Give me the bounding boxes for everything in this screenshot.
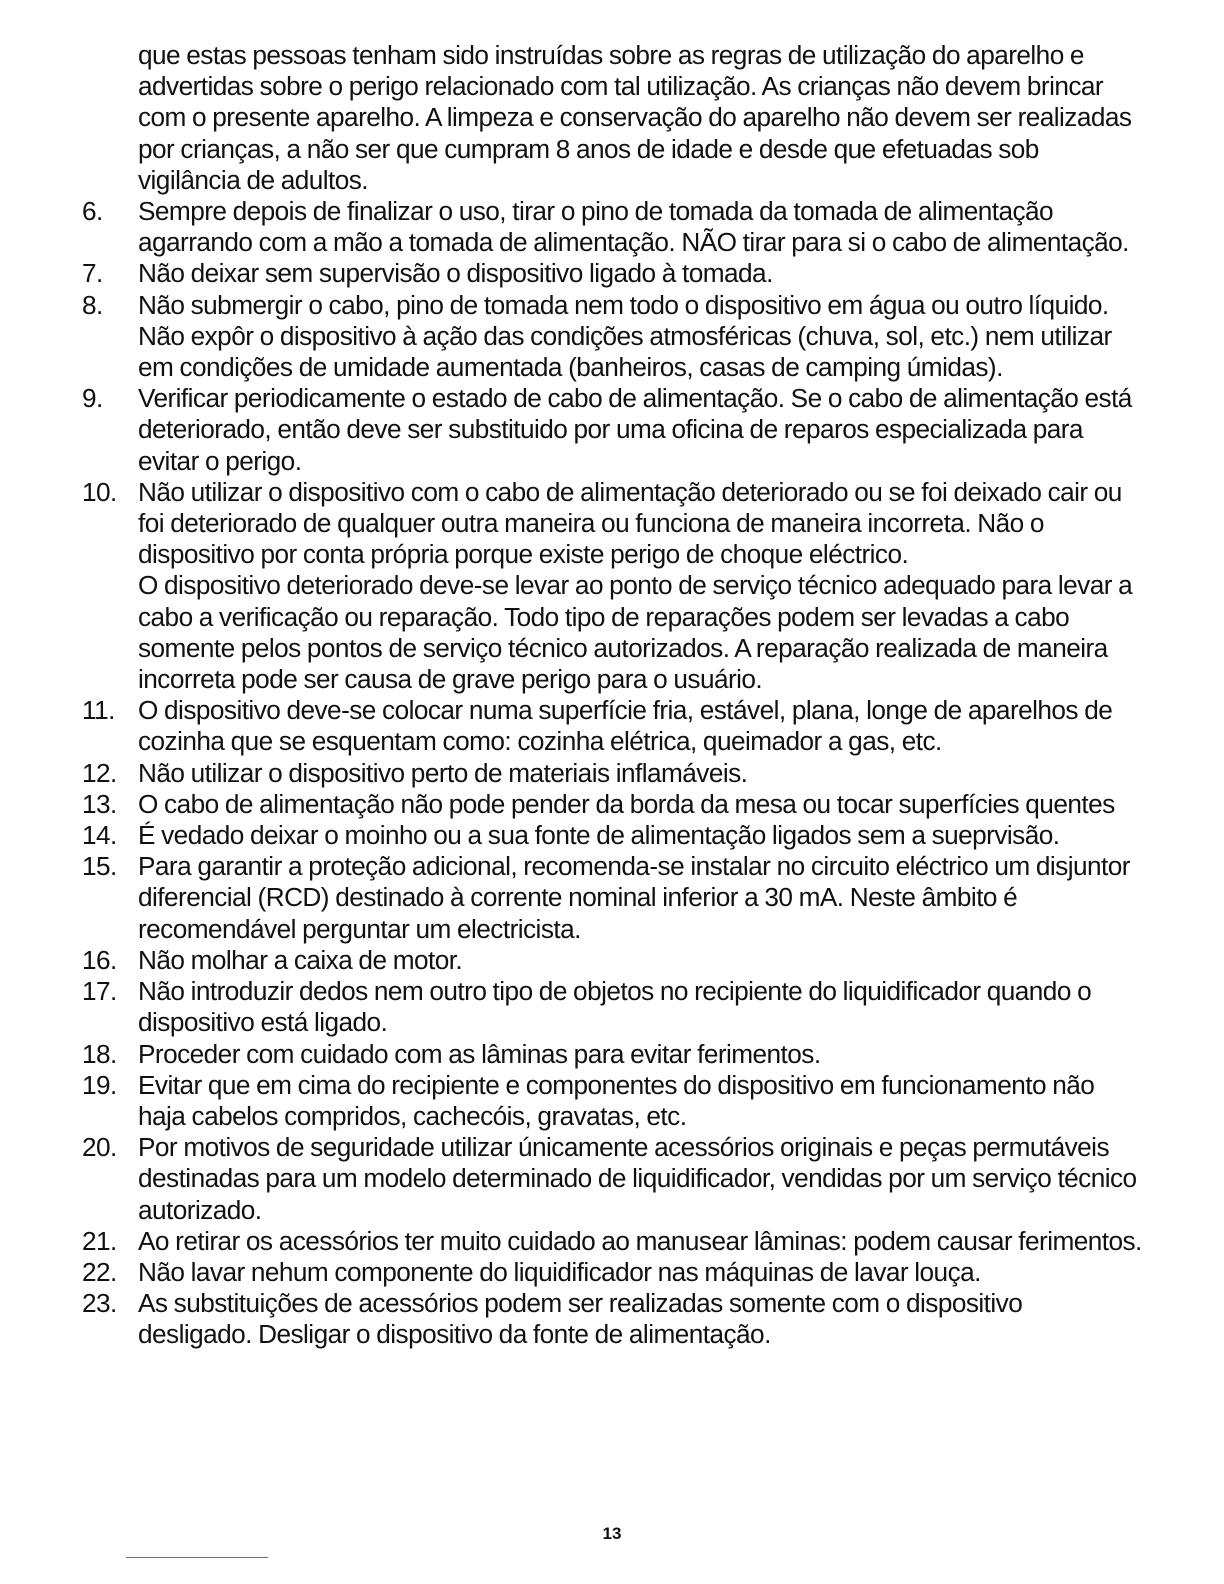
list-item-12 [82,758,1142,789]
item-text: Ao retirar os acessórios ter muito cuidado ao manusear lâminas: podem causar ferimentos. [138,1225,1142,1256]
item-text: Não utilizar o dispositivo perto de materiais inflamáveis. [138,757,748,788]
item-number: 16. [82,944,117,975]
item-text: Verificar periodicamente o estado de cabo de alimentação. Se o cabo de alimentação está deteriorado, então deve ser substituido por uma oficina de reparos especializada para evitar o perigo. [138,383,1132,476]
item-text: O dispositivo deve-se colocar numa superfície fria, estável, plana, longe de aparelhos de cozinha que se esquentam como: cozinha elétrica, queimador a gas, etc. [138,695,1113,757]
item-number: 7. [82,258,103,289]
list-item-23 [82,1288,1142,1350]
list-item-15 [82,851,1142,945]
item-number: 15. [82,851,117,882]
item-text: Não lavar nehum componente do liquidificador nas máquinas de lavar louça. [138,1256,981,1287]
item-text-block [138,477,1142,695]
list-item-22 [82,1257,1142,1288]
item-number: 14. [82,820,117,851]
item-number: 19. [82,1069,117,1100]
item-number: 20. [82,1132,117,1163]
list-item-6 [82,196,1142,258]
item-text: Proceder com cuidado com as lâminas para evitar ferimentos. [138,1038,821,1069]
item-text: Não molhar a caixa de motor. [138,944,463,975]
list-item-8 [82,290,1142,384]
item-number: 10. [82,476,117,507]
item-text: Não deixar sem supervisão o dispositivo ligado à tomada. [138,258,773,289]
footnote-separator [126,1557,268,1558]
list-item-20 [82,1132,1142,1226]
item-number: 8. [82,289,103,320]
list-item-10 [82,477,1142,695]
item-text: Não introduzir dedos nem outro tipo de objetos no recipiente do liquidificador quando o dispositivo está ligado. [138,976,1092,1038]
item-number: 17. [82,976,117,1007]
list-item-13 [82,789,1142,820]
list-item-16 [82,945,1142,976]
list-item-19 [82,1070,1142,1132]
item-text: Para garantir a proteção adicional, recomenda-se instalar no circuito eléctrico um disjuntor diferencial (RCD) destinado à corrente nominal inferior a 30 mA. Neste âmbito é recomendável perguntar um electricista. [138,851,1130,944]
list-item-21 [82,1226,1142,1257]
item-number: 13. [82,788,117,819]
list-item-14 [82,820,1142,851]
item-text: O cabo de alimentação não pode pender da borda da mesa ou tocar superfícies quentes [138,788,1115,819]
page-number: 13 [602,1524,622,1543]
item-text: Não utilizar o dispositivo com o cabo de alimentação deteriorado ou se foi deixado cair ou foi deteriorado de qualquer outra maneira ou funciona de maneira incorreta. Não o dispositivo por conta própria porque existe perigo de choque eléctrico. [138,476,1122,570]
item-number: 18. [82,1038,117,1069]
list-item-17 [82,976,1142,1038]
item-number: 6. [82,196,103,227]
item-text: Não submergir o cabo, pino de tomada nem todo o dispositivo em água ou outro líquido. Não expôr o dispositivo à ação das condições atmosféricas (chuva, sol, etc.) nem utilizar em condições de umidade aumentada (banheiros, casas de camping úmidas). [138,289,1112,383]
list-item-7 [82,258,1142,289]
item-number: 22. [82,1256,117,1287]
item-number: 11. [82,695,115,726]
item-text: Sempre depois de finalizar o uso, tirar o pino de tomada da tomada de alimentação agarrando com a mão a tomada de alimentação. NÃO tirar para si o cabo de alimentação. [138,196,1129,258]
item-text: Evitar que em cima do recipiente e componentes do dispositivo em funcionamento não haja cabelos compridos, cachecóis, gravatas, etc. [138,1069,1095,1131]
list-item-11 [82,695,1142,757]
intro-paragraph: que estas pessoas tenham sido instruídas sobre as regras de utilização do aparelho e advertidas sobre o perigo relacionado com tal utilização. As crianças não devem brincar com o presente aparelho. A limpeza e conservação do aparelho não devem ser realizadas por crianças, a não ser que cumpram 8 anos de idade e desde que efetuadas sob vigilância de adultos. [138,40,1132,195]
item-text: É vedado deixar o moinho ou a sua fonte de alimentação ligados sem a sueprvisão. [138,820,1060,851]
item-number: 12. [82,757,117,788]
list-item-9 [82,383,1142,477]
item-number: 23. [82,1288,117,1319]
item-text-continuation: O dispositivo deteriorado deve-se levar ao ponto de serviço técnico adequado para levar a cabo a verificação ou reparação. Todo tipo de reparações podem ser levadas a cabo somente pelos pontos de serviço técnico autorizados. A reparação realizada de maneira incorreta pode ser causa de grave perigo para o usuário. [138,570,1133,695]
instructions-body [82,40,1142,1351]
list-item-18 [82,1039,1142,1070]
item-text: Por motivos de seguridade utilizar únicamente acessórios originais e peças permutáveis destinadas para um modelo determinado de liquidificador, vendidas por um serviço técnico autorizado. [138,1132,1137,1225]
item-number: 21. [82,1225,117,1256]
item-number: 9. [82,383,103,414]
item-text: As substituições de acessórios podem ser realizadas somente com o dispositivo desligado. Desligar o dispositivo da fonte de alimentação. [138,1288,1023,1350]
